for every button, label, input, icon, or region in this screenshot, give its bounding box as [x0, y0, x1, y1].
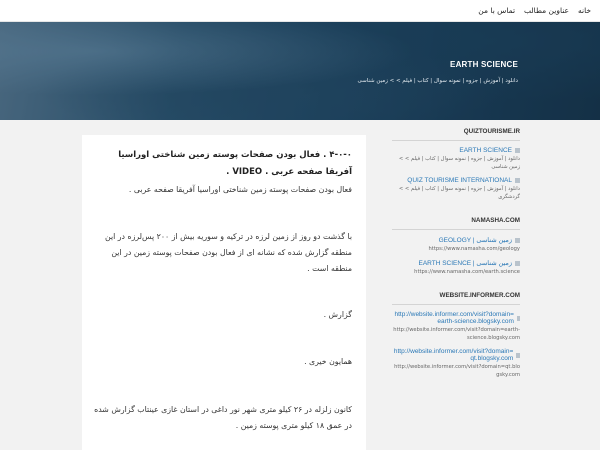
link-row	[392, 236, 520, 244]
widget-spacer	[392, 207, 520, 217]
link-row	[392, 311, 520, 325]
link-description: دانلود | آموزش | جزوه | نمونه سوال | کتاب | فیلم > > گردشگری	[398, 186, 520, 200]
link-description: دانلود | آموزش | جزوه | نمونه سوال | کتاب | فیلم > > زمین شناسی	[398, 156, 520, 170]
widget-title: QUIZTOURISME.IR	[392, 128, 520, 141]
widget-spacer	[392, 282, 520, 292]
sidebar	[392, 128, 520, 385]
sidebar-link[interactable]: http://website.informer.com/visit?domain=earth-science.blogsky.com	[394, 311, 514, 325]
sidebar-link-item	[392, 177, 520, 201]
sidebar-link[interactable]: زمین شناسی | EARTH SCIENCE	[418, 260, 512, 267]
sidebar-link-item	[392, 348, 520, 379]
rss-icon	[517, 316, 520, 321]
top-navigation	[0, 0, 600, 22]
widget-title: WEBSITE.INFORMER.COM	[392, 292, 520, 305]
main-menu	[469, 0, 591, 22]
link-description: https://www.namasha.com/earth.science	[414, 269, 520, 275]
post-paragraph: فعال بودن صفحات پوسته زمین شناختی اوراسیا آفریقا صفحه عربی .	[128, 185, 352, 194]
site-header-banner	[0, 22, 600, 120]
sidebar-link[interactable]: زمین شناسی | GEOLOGY	[438, 237, 512, 244]
nav-item-post-titles[interactable]: عناوین مطالب	[524, 6, 569, 15]
rss-icon	[515, 148, 520, 153]
sidebar-link-item	[392, 147, 520, 171]
sidebar-link-item	[392, 259, 520, 276]
post-paragraph: همایون خیری .	[304, 357, 352, 366]
sidebar-link[interactable]: EARTH SCIENCE	[459, 147, 512, 154]
link-description: http://website.informer.com/visit?domain=earth-science.blogsky.com	[393, 327, 520, 341]
sidebar-link[interactable]: http://website.informer.com/visit?domain=qt.blogsky.com	[393, 348, 514, 362]
post-paragraph: گزارش .	[323, 310, 352, 319]
nav-item-contact[interactable]: تماس با من	[478, 6, 516, 15]
link-row	[392, 348, 520, 362]
site-description: دانلود | آموزش | جزوه | نمونه سوال | کتاب | فیلم > > زمین شناسی	[357, 78, 518, 84]
sidebar-link[interactable]: QUIZ TOURISME INTERNATIONAL	[407, 177, 512, 184]
link-row	[392, 147, 520, 154]
link-row	[392, 177, 520, 184]
post-paragraph: با گذشت دو روز از زمین لرزه در ترکیه و سوریه بیش از ۲۰۰ پس‌لرزه در این منطقه گزارش شده که نشانه ای از فعال بودن صفحات پوسته زمین در این منطقه است .	[105, 232, 352, 273]
widget-title: NAMASHA.COM	[392, 217, 520, 230]
rss-icon	[516, 353, 520, 358]
post-title[interactable]: ۴-۰-۰ . فعال بودن صفحات پوسته زمین شناختی اوراسیا آفریقا صفحه عربی . VIDEO .	[118, 150, 352, 177]
rss-icon	[515, 238, 520, 243]
site-title[interactable]: EARTH SCIENCE	[450, 60, 518, 69]
widget-quiztourisme	[392, 128, 520, 201]
link-description: https://www.namasha.com/geology	[428, 246, 520, 252]
link-description: http://website.informer.com/visit?domain=qt.blogsky.com	[394, 364, 520, 378]
post-card	[82, 135, 366, 450]
post-paragraph: کانون زلزله در ۲۶ کیلو متری شهر نور داغی در استان غازی عینتاب گزارش شده در عمق ۱۸ کیلو متری پوسته زمین .	[94, 405, 352, 430]
link-row	[392, 259, 520, 267]
sidebar-link-item	[392, 311, 520, 342]
header-overlay	[0, 22, 600, 120]
widget-namasha	[392, 217, 520, 276]
rss-icon	[515, 261, 520, 266]
widget-website-informer	[392, 292, 520, 379]
rss-icon	[515, 178, 520, 183]
nav-item-home[interactable]: خانه	[577, 6, 591, 15]
sidebar-link-item	[392, 236, 520, 253]
